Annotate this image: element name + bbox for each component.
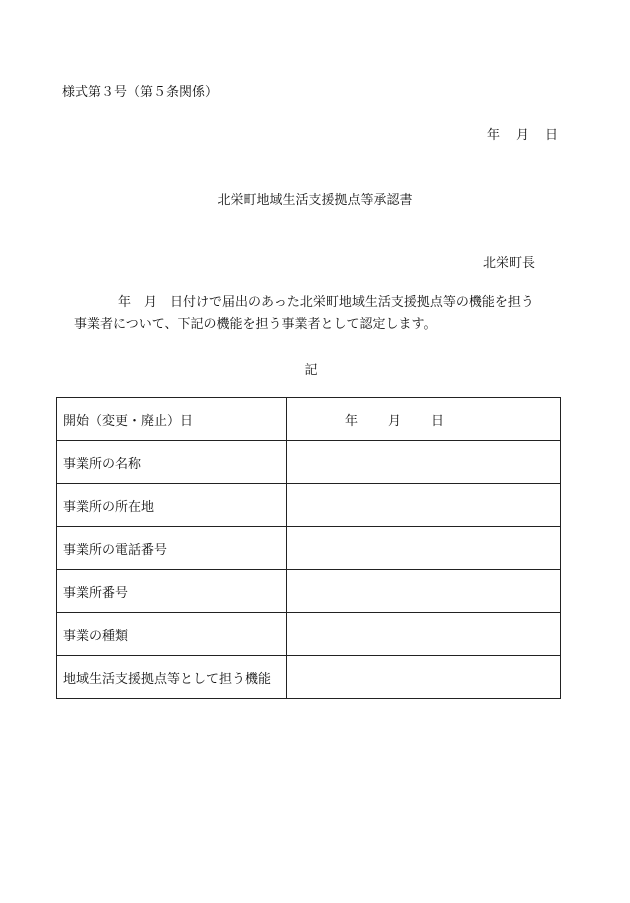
row-value (287, 656, 561, 699)
form-number: 様式第３号（第５条関係） (62, 85, 219, 100)
row-value (287, 570, 561, 613)
body-line-1: 年 月 日付けで届出のあった北栄町地域生活支援拠点等の機能を担う (118, 295, 534, 310)
row-value (287, 484, 561, 527)
details-table (56, 397, 561, 699)
start-date-value (287, 398, 561, 441)
row-value (287, 527, 561, 570)
table-row (57, 656, 561, 699)
date-cell-day: 日 (431, 413, 445, 429)
issuer: 北栄町長 (482, 256, 535, 271)
row-label: 開始（変更・廃止）日 (57, 398, 287, 441)
table-row (57, 441, 561, 484)
row-label: 事業所の所在地 (57, 484, 287, 527)
row-value (287, 613, 561, 656)
body-text (62, 292, 562, 336)
ki-heading: 記 (304, 363, 318, 378)
document-title: 北栄町地域生活支援拠点等承認書 (217, 193, 413, 208)
date-month: 月 (515, 128, 529, 143)
date-day: 日 (544, 128, 558, 143)
date-cell-month: 月 (388, 413, 402, 429)
row-label: 事業所の名称 (57, 441, 287, 484)
table-row (57, 527, 561, 570)
table-row (57, 484, 561, 527)
table-row (57, 570, 561, 613)
table-row (57, 613, 561, 656)
row-value (287, 441, 561, 484)
row-label: 事業の種類 (57, 613, 287, 656)
row-label: 地域生活支援拠点等として担う機能 (57, 656, 287, 699)
body-line-2: 事業者について、下記の機能を担う事業者として認定します。 (74, 317, 437, 332)
row-label: 事業所番号 (57, 570, 287, 613)
date-cell-year: 年 (345, 413, 359, 429)
row-label: 事業所の電話番号 (57, 527, 287, 570)
date-year: 年 (486, 128, 500, 143)
table-row (57, 398, 561, 441)
issue-date (487, 124, 558, 143)
